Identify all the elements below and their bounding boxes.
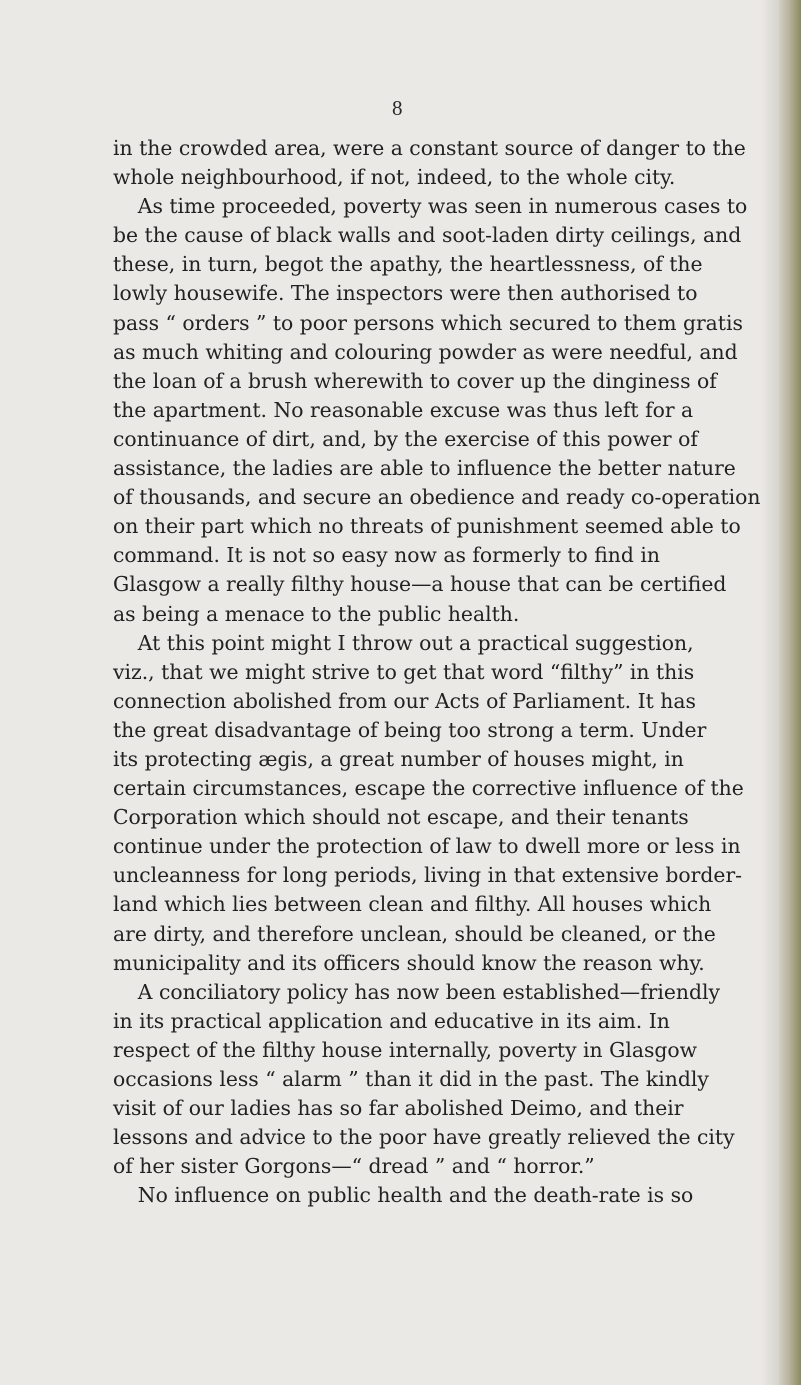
text-line: pass “ orders ” to poor persons which secured to them gratis [113, 310, 743, 335]
text-line: land which lies between clean and filthy. All houses which [113, 892, 712, 917]
text-line: the loan of a brush wherewith to cover up the dinginess of [113, 368, 717, 393]
text-line: of her sister Gorgons—“ dread ” and “ horror.” [113, 1154, 595, 1179]
text-line: whole neighbourhood, if not, indeed, to the whole city. [113, 165, 676, 190]
text-line: lessons and advice to the poor have greatly relieved the city [113, 1125, 735, 1150]
text-line: respect of the filthy house internally, poverty in Glasgow [113, 1037, 698, 1062]
text-line: of thousands, and secure an obedience and ready co-operation [113, 485, 761, 510]
text-line: the great disadvantage of being too strong a term. Under [113, 717, 707, 742]
page-edge-strip [779, 0, 801, 1385]
text-line: in its practical application and educative in its aim. In [113, 1008, 670, 1033]
text-line: the apartment. No reasonable excuse was thus left for a [113, 397, 694, 422]
text-line: certain circumstances, escape the corrective influence of the [113, 776, 744, 801]
text-line: Corporation which should not escape, and their tenants [113, 805, 689, 830]
text-line: these, in turn, begot the apathy, the heartlessness, of the [113, 252, 703, 277]
text-line: lowly housewife. The inspectors were then authorised to [113, 281, 698, 306]
text-line: its protecting ægis, a great number of houses might, in [113, 746, 684, 771]
text-line: command. It is not so easy now as formerly to find in [113, 543, 660, 568]
text-line: As time proceeded, poverty was seen in numerous cases to [137, 194, 748, 219]
text-line: be the cause of black walls and soot-laden dirty ceilings, and [113, 223, 742, 248]
text-line: continuance of dirt, and, by the exercise of this power of [113, 426, 698, 451]
body-text [113, 134, 773, 1210]
text-line: A conciliatory policy has now been established—friendly [137, 979, 721, 1004]
text-line: uncleanness for long periods, living in that extensive border- [113, 863, 743, 888]
text-line: continue under the protection of law to dwell more or less in [113, 834, 741, 859]
text-line: are dirty, and therefore unclean, should be cleaned, or the [113, 921, 716, 946]
text-line: as being a menace to the public health. [113, 601, 520, 626]
text-line: No influence on public health and the death-rate is so [137, 1183, 694, 1208]
text-line: viz., that we might strive to get that word “filthy” in this [113, 659, 695, 684]
text-line: occasions less “ alarm ” than it did in the past. The kindly [113, 1067, 709, 1091]
text-line: on their part which no threats of punishment seemed able to [113, 514, 741, 539]
text-line: connection abolished from our Acts of Parliament. It has [113, 688, 696, 713]
text-line: visit of our ladies has so far abolished Deimo, and their [113, 1096, 684, 1121]
text-line: municipality and its officers should know the reason why. [113, 950, 705, 975]
text-line: in the crowded area, were a constant source of danger to the [113, 136, 746, 160]
text-line: Glasgow a really filthy house—a house that can be certified [113, 572, 727, 597]
text-line: assistance, the ladies are able to influence the better nature [113, 456, 736, 481]
text-line: as much whiting and colouring powder as were needful, and [113, 339, 738, 364]
text-line: At this point might I throw out a practical suggestion, [137, 630, 694, 655]
page-number: 8 [392, 96, 403, 120]
